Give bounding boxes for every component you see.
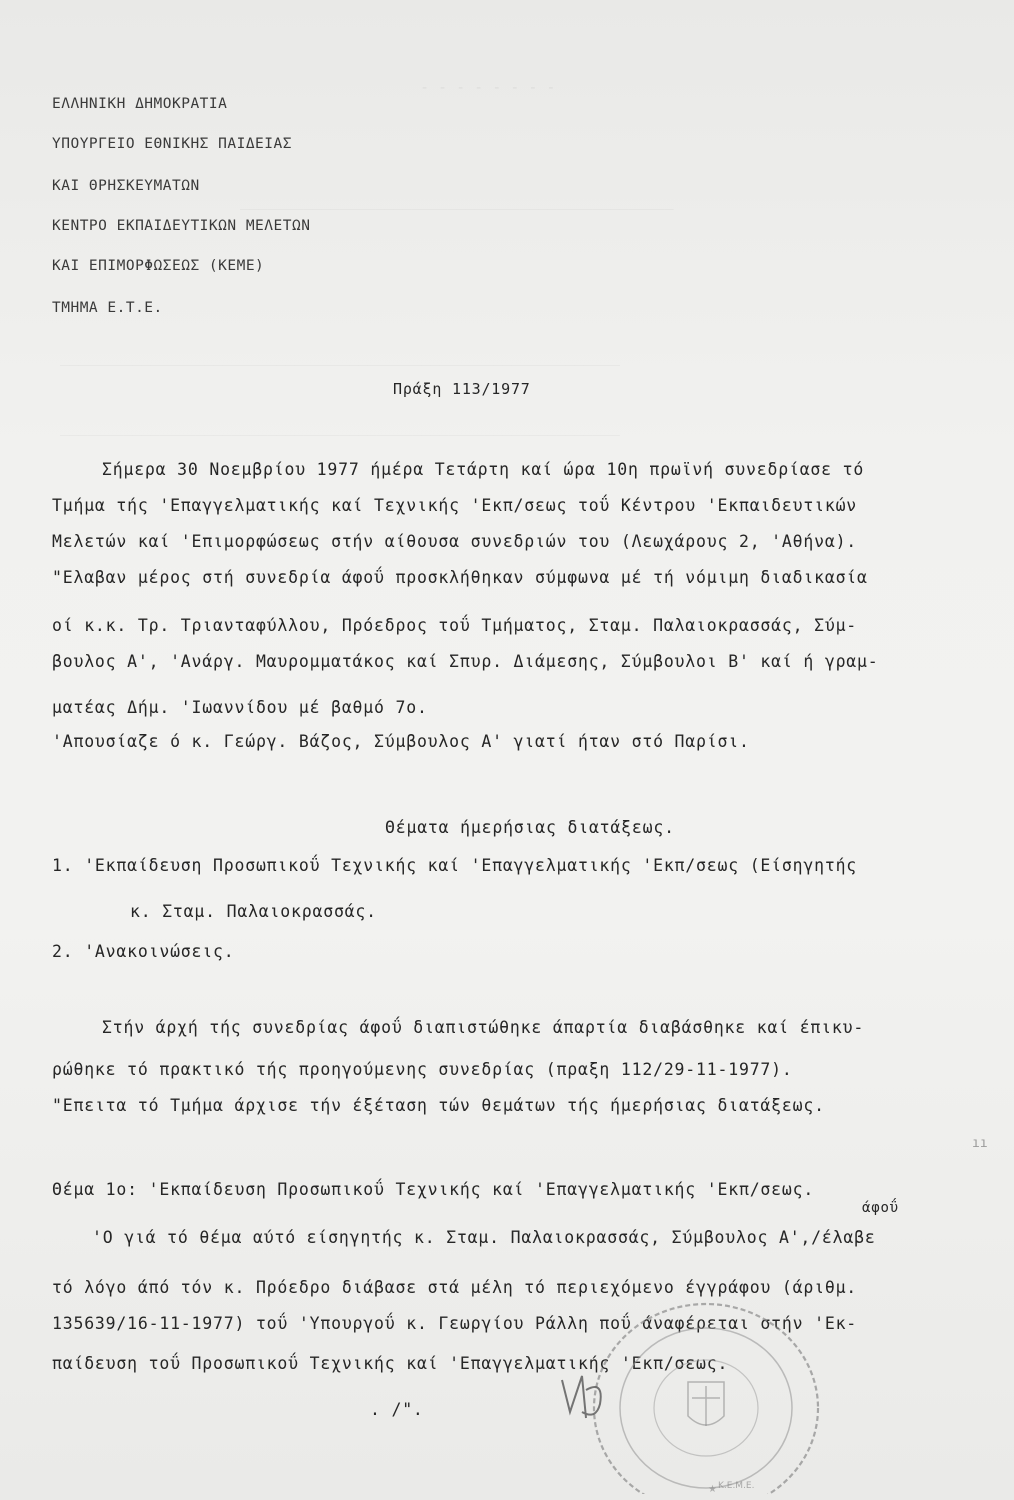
agenda-heading: Θέματα ήμερήσιας διατάξεως. [385, 818, 675, 837]
topic-1-line-1: 'Ο γιά τό θέμα αύτό είσηγητής κ. Σταμ. Παλαιοκρασσάς, Σύμβουλος Α',/έλαβε [92, 1228, 876, 1247]
header-line-5: ΚΑΙ ΕΠΙΜΟΡΦΩΣΕΩΣ (ΚΕΜΕ) [52, 258, 265, 274]
intro-line-1: Σήμερα 30 Νοεμβρίου 1977 ήμέρα Τετάρτη καί ώρα 10η πρωϊνή συνεδρίασε τό [102, 460, 865, 479]
margin-mark: ıı [972, 1136, 988, 1151]
agenda-item-1: 1. 'Εκπαίδευση Προσωπικοΰ Τεχνικής καί 'Επαγγελματικής 'Εκπ/σεως (Είσηγητής [52, 856, 858, 875]
intro-line-5: οί κ.κ. Τρ. Τριανταφύλλου, Πρόεδρος τοΰ Τμήματος, Σταμ. Παλαιοκρασσάς, Σύμ- [52, 616, 858, 635]
topic-1-line-3: 135639/16-11-1977) τοΰ 'Υπουργοΰ κ. Γεωργίου Ράλλη ποΰ άναφέρεται στήν 'Εκ- [52, 1314, 858, 1333]
agenda-item-1-cont: κ. Σταμ. Παλαιοκρασσάς. [130, 902, 377, 921]
topic-1-heading: Θέμα 1ο: 'Εκπαίδευση Προσωπικοΰ Τεχνικής καί 'Επαγγελματικής 'Εκπ/σεως. [52, 1180, 815, 1199]
topic-1-insert: άφοΰ [862, 1200, 899, 1216]
official-seal [588, 1298, 824, 1494]
absence-line: 'Απουσίαζε ό κ. Γεώργ. Βάζος, Σύμβουλος Α' γιατί ήταν στό Παρίσι. [52, 732, 750, 751]
session-line-3: "Επειτα τό Τμήμα άρχισε τήν έξέταση τών θεμάτων τής ήμερήσιας διατάξεως. [52, 1096, 825, 1115]
intro-line-7: ματέας Δήμ. 'Ιωαννίδου μέ βαθμό 7ο. [52, 698, 428, 717]
continuation-mark: . /". [370, 1400, 424, 1419]
header-line-1: ΕΛΛΗΝΙΚΗ ΔΗΜΟΚΡΑΤΙΑ [52, 96, 228, 112]
intro-line-3: Μελετών καί 'Επιμορφώσεως στήν αίθουσα συνεδριών του (Λεωχάρους 2, 'Αθήνα). [52, 532, 858, 551]
document-page: - - - - - - - - ________________________________________________ ______________________________________________________________ ______________________________________________________________ ΕΛΛΗΝΙΚΗ ΔΗΜΟΚΡΑΤΙΑ ΥΠΟΥΡΓΕΙΟ ΕΘΝΙΚΗΣ ΠΑΙΔΕΙΑΣ ΚΑΙ ΘΡΗΣΚΕΥΜΑΤΩΝ ΚΕΝΤΡΟ ΕΚΠΑΙΔΕΥΤΙΚΩΝ ΜΕΛΕΤΩΝ ΚΑΙ ΕΠΙΜΟΡΦΩΣΕΩΣ (ΚΕΜΕ) ΤΜΗΜΑ Ε.Τ.Ε. Πράξη 113/1977 Σήμερα 30 Νοεμβρίου 1977 ήμέρα Τετάρτη καί ώρα 10η πρωϊνή συνεδρίασε τό Τμήμα τής 'Επαγγελματικής καί Τεχνικής 'Εκπ/σεως τοΰ Κέντρου 'Εκπαιδευτικών Μελετών καί 'Επιμορφώσεως στήν αίθουσα συνεδριών του (Λεωχάρους 2, 'Αθήνα). "Ελαβαν μέρος στή συνεδρία άφοΰ προσκλήθηκαν σύμφωνα μέ τή νόμιμη διαδικασία οί κ.κ. Τρ. Τριανταφύλλου, Πρόεδρος τοΰ Τμήματος, Σταμ. Παλαιοκρασσάς, Σύμ- βουλος Α', 'Ανάργ. Μαυρομματάκος καί Σπυρ. Διάμεσης, Σύμβουλοι Β' καί ή γραμ- ματέας Δήμ. 'Ιωαννίδου μέ βαθμό 7ο. 'Απουσίαζε ό κ. Γεώργ. Βάζος, Σύμβουλος Α' γιατί ήταν στό Παρίσι. Θέματα ήμερήσιας διατάξεως. 1. 'Εκπαίδευση Προσωπικοΰ Τεχνικής καί 'Επαγγελματικής 'Εκπ/σεως (Είσηγητής κ. Σταμ. Παλαιοκρασσάς. 2. 'Ανακοινώσεις. Στήν άρχή τής συνεδρίας άφοΰ διαπιστώθηκε άπαρτία διαβάσθηκε καί έπικυ- ρώθηκε τό πρακτικό τής προηγούμενης συνεδρίας (πραξη 112/29-11-1977). "Επειτα τό Τμήμα άρχισε τήν έξέταση τών θεμάτων τής ήμερήσιας διατάξεως. Θέμα 1ο: 'Εκπαίδευση Προσωπικοΰ Τεχνικής καί 'Επαγγελματικής 'Εκπ/σεως. άφοΰ 'Ο γιά τό θέμα αύτό είσηγητής κ. Σταμ. Παλαιοκρασσάς, Σύμβουλος Α',/έλαβε τό λόγο άπό τόν κ. Πρόεδρο διάβασε στά μέλη τό περιεχόμενο έγγράφου (άριθμ. 135639/16-11-1977) τοΰ 'Υπουργοΰ κ. Γεωργίου Ράλλη ποΰ άναφέρεται στήν 'Εκ- παίδευση τοΰ Προσωπικοΰ Τεχνικής καί 'Επαγγελματικής 'Εκπ/σεως. . /". ıı K.E.M.E. ★ [0, 0, 1014, 1500]
session-line-2: ρώθηκε τό πρακτικό τής προηγούμενης συνεδρίας (πραξη 112/29-11-1977). [52, 1060, 793, 1079]
agenda-item-2: 2. 'Ανακοινώσεις. [52, 942, 235, 961]
svg-text:K.E.M.E.: K.E.M.E. [718, 1481, 755, 1491]
svg-text:★: ★ [708, 1484, 717, 1494]
topic-1-line-2: τό λόγο άπό τόν κ. Πρόεδρο διάβασε στά μέλη τό περιεχόμενο έγγράφου (άριθμ. [52, 1278, 858, 1297]
intro-line-6: βουλος Α', 'Ανάργ. Μαυρομματάκος καί Σπυρ. Διάμεσης, Σύμβουλοι Β' καί ή γραμ- [52, 652, 879, 671]
intro-line-4: "Ελαβαν μέρος στή συνεδρία άφοΰ προσκλήθηκαν σύμφωνα μέ τή νόμιμη διαδικασία [52, 568, 868, 587]
intro-line-2: Τμήμα τής 'Επαγγελματικής καί Τεχνικής 'Εκπ/σεως τοΰ Κέντρου 'Εκπαιδευτικών [52, 496, 858, 515]
topic-1-line-4: παίδευση τοΰ Προσωπικοΰ Τεχνικής καί 'Επαγγελματικής 'Εκπ/σεως. [52, 1354, 729, 1373]
signature [552, 1360, 622, 1430]
header-line-6: ΤΜΗΜΑ Ε.Τ.Ε. [52, 300, 163, 316]
act-title: Πράξη 113/1977 [393, 380, 531, 398]
header-line-4: ΚΕΝΤΡΟ ΕΚΠΑΙΔΕΥΤΙΚΩΝ ΜΕΛΕΤΩΝ [52, 218, 311, 234]
header-line-3: ΚΑΙ ΘΡΗΣΚΕΥΜΑΤΩΝ [52, 178, 200, 194]
header-line-2: ΥΠΟΥΡΓΕΙΟ ΕΘΝΙΚΗΣ ΠΑΙΔΕΙΑΣ [52, 136, 292, 152]
session-line-1: Στήν άρχή τής συνεδρίας άφοΰ διαπιστώθηκε άπαρτία διαβάσθηκε καί έπικυ- [102, 1018, 865, 1037]
